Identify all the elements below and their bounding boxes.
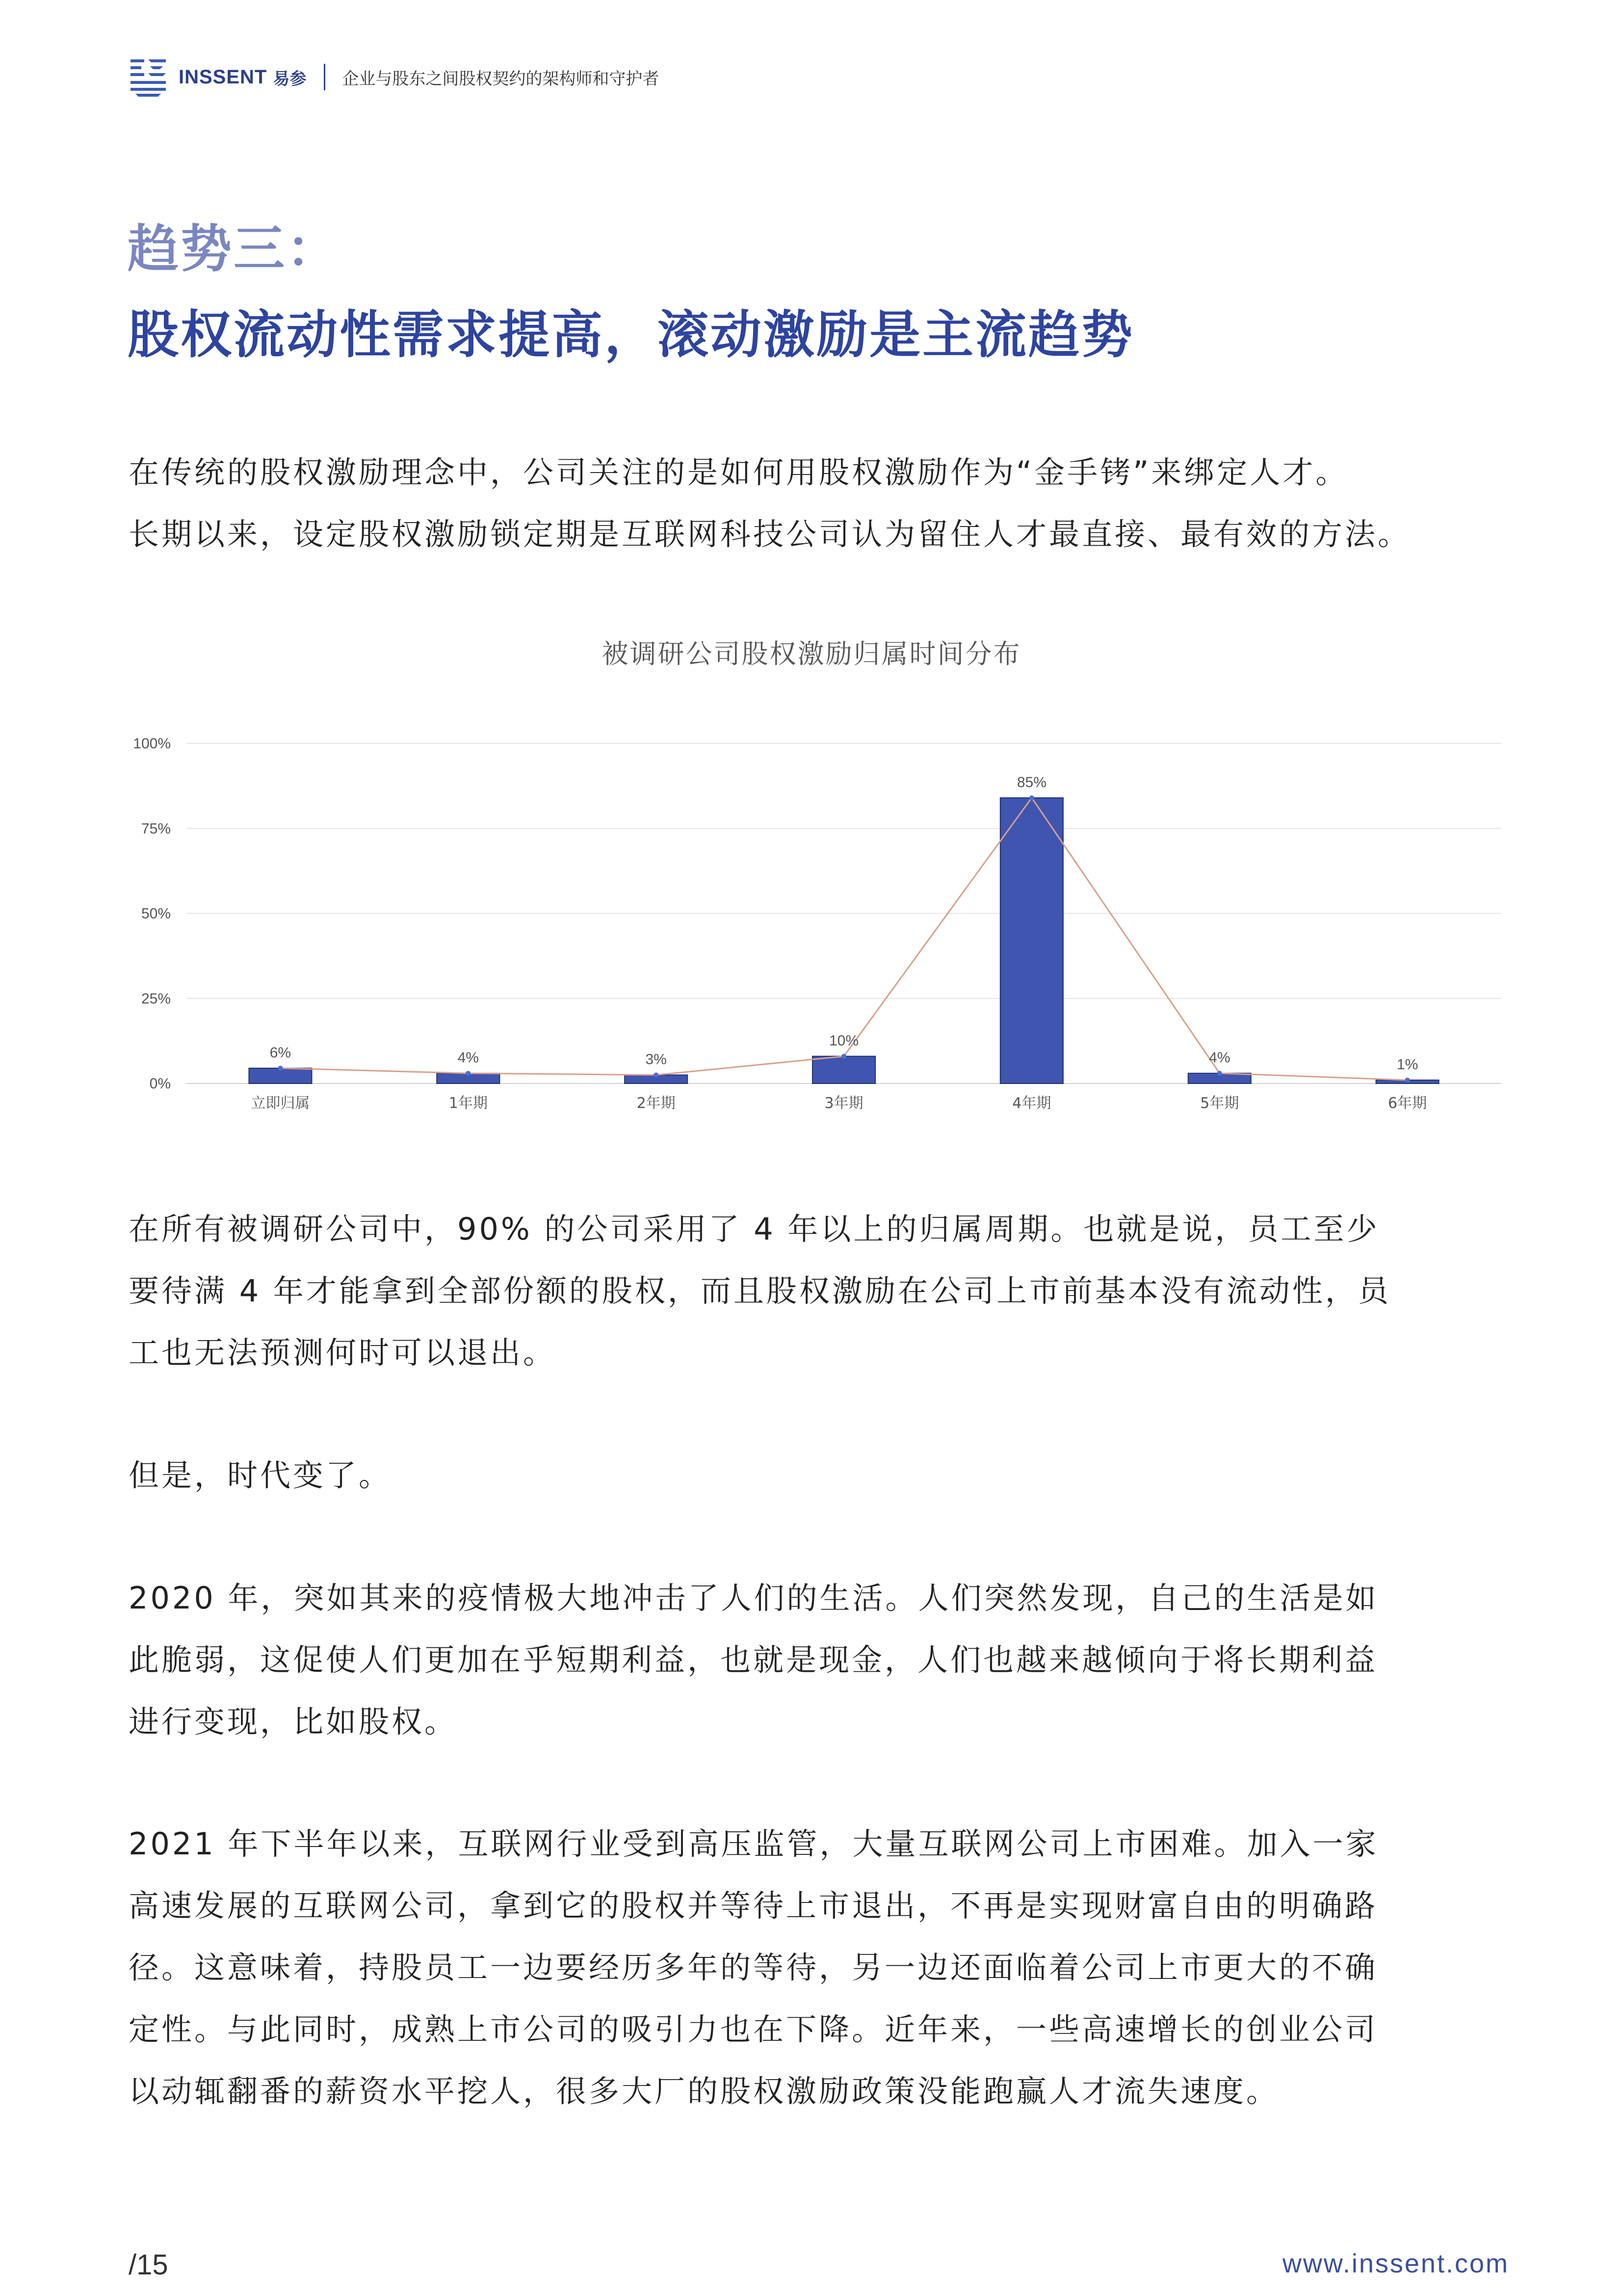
- line-point: [1029, 795, 1034, 800]
- data-label: 4%: [1209, 1050, 1230, 1066]
- header-tagline: 企业与股东之间股权契约的架构师和守护者: [342, 69, 659, 89]
- x-tick-label: 6年期: [1388, 1095, 1427, 1112]
- brand-name: INSSENT: [179, 66, 267, 88]
- x-tick-label: 5年期: [1200, 1095, 1239, 1112]
- vesting-period-chart: [0, 712, 1623, 1134]
- x-tick-label: 3年期: [824, 1095, 864, 1112]
- line-point: [466, 1071, 471, 1076]
- paragraph-line: 但是，时代变了。: [129, 1457, 392, 1493]
- paragraph-2021: [129, 1813, 1502, 2122]
- x-tick-label: 立即归属: [251, 1095, 310, 1112]
- paragraph-line: 2020 年，突如其来的疫情极大地冲击了人们的生活。人们突然发现，自己的生活是如: [129, 1580, 1379, 1616]
- chart-bar: [812, 1056, 875, 1083]
- paragraph-line: 2021 年下半年以来，互联网行业受到高压监管，大量互联网公司上市困难。加入一家: [129, 1826, 1379, 1862]
- paragraph-line: 此脆弱，这促使人们更加在乎短期利益，也就是现金，人们也越来越倾向于将长期利益: [129, 1642, 1378, 1678]
- chart-title: 被调研公司股权激励归属时间分布: [602, 638, 1021, 669]
- line-point: [654, 1073, 658, 1078]
- paragraph-line: 定性。与此同时，成熟上市公司的吸引力也在下降。近年来，一些高速增长的创业公司: [129, 2011, 1378, 2047]
- page-number: /15: [129, 2249, 168, 2281]
- paragraph-2020: [129, 1567, 1502, 1753]
- data-label: 6%: [269, 1044, 291, 1061]
- paragraph-line: 径。这意味着，持股员工一边要经历多年的等待，另一边还面临着公司上市更大的不确: [129, 1950, 1378, 1985]
- y-tick-label: 0%: [149, 1076, 171, 1092]
- data-label: 1%: [1396, 1056, 1418, 1073]
- y-tick-label: 50%: [141, 905, 171, 922]
- paragraph-line: 以动辄翻番的薪资水平挖人，很多大厂的股权激励政策没能跑赢人才流失速度。: [129, 2073, 1280, 2109]
- line-point: [1405, 1078, 1410, 1082]
- x-tick-label: 4年期: [1012, 1095, 1051, 1112]
- data-label: 4%: [457, 1050, 479, 1066]
- y-tick-label: 25%: [141, 990, 171, 1007]
- line-point: [1217, 1071, 1222, 1076]
- brand-name-cn: 易参: [273, 69, 307, 89]
- y-tick-label: 100%: [133, 736, 171, 752]
- header-divider: [324, 64, 325, 90]
- chart-bar: [1000, 798, 1063, 1083]
- data-label: 3%: [645, 1051, 667, 1068]
- page-header: [129, 55, 659, 99]
- x-tick-label: 1年期: [448, 1095, 488, 1112]
- section-title-heading: 股权流动性需求提高，滚动激励是主流趋势: [128, 305, 1135, 365]
- data-label: 10%: [829, 1032, 859, 1049]
- paragraph-times-changed: [129, 1445, 1502, 1506]
- y-tick-label: 75%: [141, 820, 171, 837]
- paragraph-line: 长期以来，设定股权激励锁定期是互联网科技公司认为留住人才最直接、最有效的方法。: [129, 516, 1411, 552]
- paragraph-vesting: [129, 1198, 1502, 1384]
- line-point: [278, 1066, 283, 1071]
- x-tick-label: 2年期: [636, 1095, 676, 1112]
- paragraph-line: 进行变现，比如股权。: [129, 1704, 458, 1740]
- line-point: [841, 1054, 846, 1059]
- section-title-trend: 趋势三：: [128, 219, 340, 279]
- website-link[interactable]: www.inssent.com: [1282, 2249, 1509, 2278]
- paragraph-line: 工也无法预测何时可以退出。: [129, 1335, 556, 1371]
- paragraph-line: 在传统的股权激励理念中，公司关注的是如何用股权激励作为“金手铐”来绑定人才。: [129, 454, 1349, 490]
- paragraph-line: 在所有被调研公司中，90% 的公司采用了 4 年以上的归属周期。也就是说，员工至少: [129, 1211, 1380, 1247]
- paragraph-line: 要待满 4 年才能拿到全部份额的股权，而且股权激励在公司上市前基本没有流动性，员: [129, 1273, 1391, 1309]
- paragraph-intro: [129, 442, 1502, 565]
- paragraph-line: 高速发展的互联网公司，拿到它的股权并等待上市退出，不再是实现财富自由的明确路: [129, 1888, 1378, 1924]
- insent-logo-icon: [129, 57, 168, 97]
- data-label: 85%: [1017, 774, 1047, 791]
